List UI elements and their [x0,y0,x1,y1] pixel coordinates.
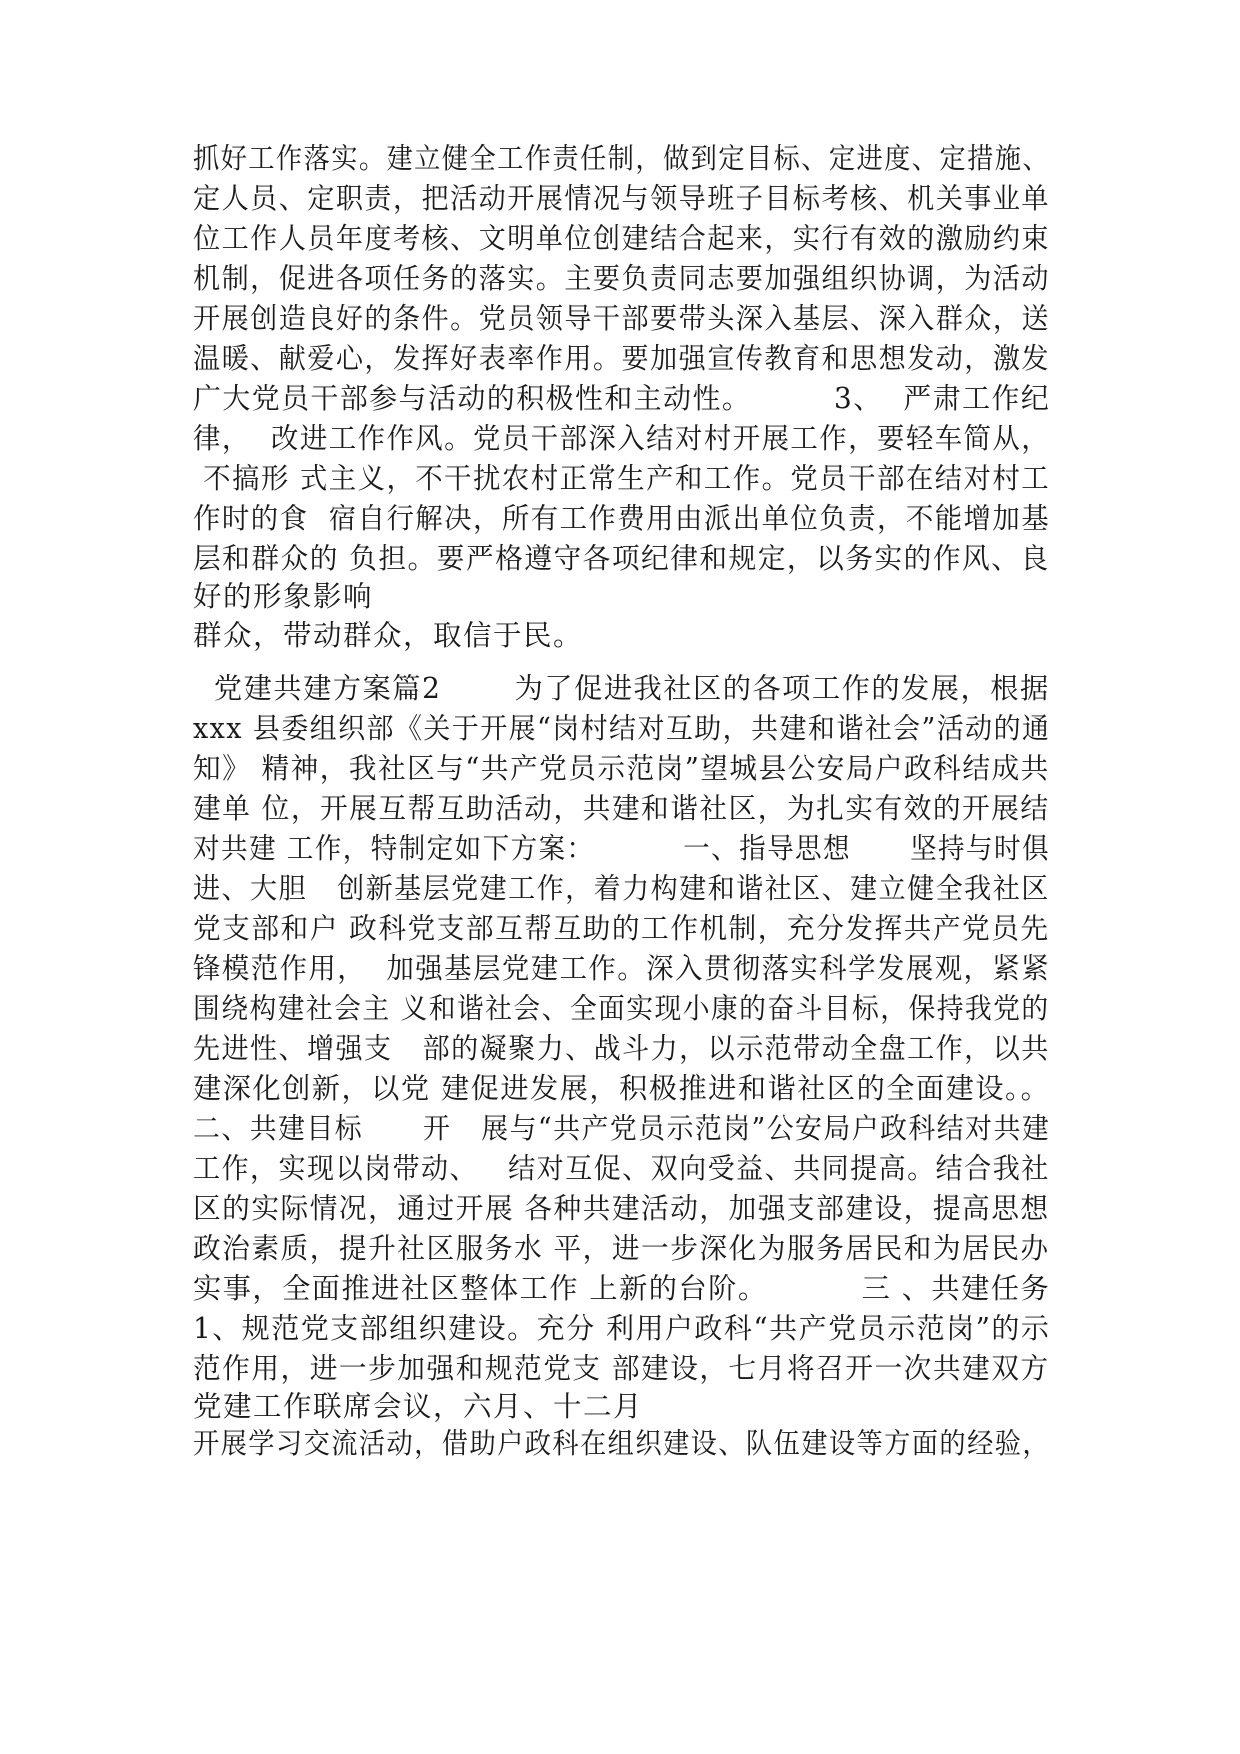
text-line: 建深化创新，以党 建促进发展，积极推进和谐社区的全面建设。。 [193,1072,1051,1105]
text-line: 工作，实现以岗带动、 结对互促、双向受益、共同提高。结合我社 [193,1152,1050,1185]
text-line: 先进性、增强支 部的凝聚力、战斗力，以示范带动全盘工作，以共 [193,1032,1050,1065]
text-line: 温暖、献爱心，发挥好表率作用。要加强宣传教育和思想发动，激发 [193,342,1051,375]
text-line: 对共建 工作，特制定如下方案： 一、指导思想 坚持与时俱 [193,832,1050,865]
text-line: 开展创造良好的条件。党员领导干部要带头深入基层、深入群众，送 [193,302,1051,335]
text-line: xxx 县委组织部《关于开展“岗村结对互助，共建和谐社会”活动的通 [193,712,1051,745]
text-line: 党支部和户 政科党支部互帮互助的工作机制，充分发挥共产党员先 [193,912,1050,945]
text-line: 党建工作联席会议，六月、十二月 [193,1390,644,1423]
text-line: 锋模范作用， 加强基层党建工作。深入贯彻落实科学发展观，紧紧 [193,952,1051,985]
text-line: 抓好工作落实。建立健全工作责任制，做到定目标、定进度、定措施、 [193,142,1051,175]
section-heading-line: 党建共建方案篇2 为了促进我社区的各项工作的发展，根据 [193,672,1050,705]
text-line: 区的实际情况，通过开展 各种共建活动，加强支部建设，提高思想 [193,1192,1050,1225]
text-line: 范作用，进一步加强和规范党支 部建设，七月将召开一次共建双方 [193,1352,1050,1385]
text-line: 层和群众的 负担。要严格遵守各项纪律和规定，以务实的作风、良 [193,542,1050,575]
text-line: 群众，带动群众，取信于民。 [193,619,584,652]
text-line: 二、共建目标 开 展与“共产党员示范岗”公安局户政科结对共建 [193,1112,1051,1145]
text-line: 位工作人员年度考核、文明单位创建结合起来，实行有效的激励约束 [193,222,1051,255]
text-line: 开展学习交流活动，借助户政科在组织建设、队伍建设等方面的经验， [193,1427,1051,1460]
text-line: 律， 改进工作作风。党员干部深入结对村开展工作，要轻车简从， [193,422,1051,455]
text-line: 作时的食 宿自行解决，所有工作费用由派出单位负责，不能增加基 [193,502,1051,535]
text-line: 不搞形 式主义，不干扰农村正常生产和工作。党员干部在结对村工 [193,462,1051,495]
text-line: 政治素质，提升社区服务水 平，进一步深化为服务居民和为居民办 [193,1232,1050,1265]
text-line: 好的形象影响 [193,580,374,613]
text-line: 实事，全面推进社区整体工作 上新的台阶。 三 、共建任务 [193,1272,1051,1305]
text-line: 建单 位，开展互帮互助活动，共建和谐社区，为扎实有效的开展结 [193,792,1050,825]
text-line: 进、大胆 创新基层党建工作，着力构建和谐社区、建立健全我社区 [193,872,1050,905]
text-line: 围绕构建社会主 义和谐社会、全面实现小康的奋斗目标，保持我党的 [193,992,1050,1025]
text-line: 1、规范党支部组织建设。充分 利用户政科“共产党员示范岗”的示 [193,1312,1051,1345]
text-line: 知》 精神，我社区与“共产党员示范岗”望城县公安局户政科结成共 [193,752,1050,785]
text-line: 定人员、定职责，把活动开展情况与领导班子目标考核、机关事业单 [193,182,1051,215]
text-line: 机制，促进各项任务的落实。主要负责同志要加强组织协调，为活动 [193,262,1051,295]
text-line: 广大党员干部参与活动的积极性和主动性。 3、 严肃工作纪 [193,382,1051,415]
